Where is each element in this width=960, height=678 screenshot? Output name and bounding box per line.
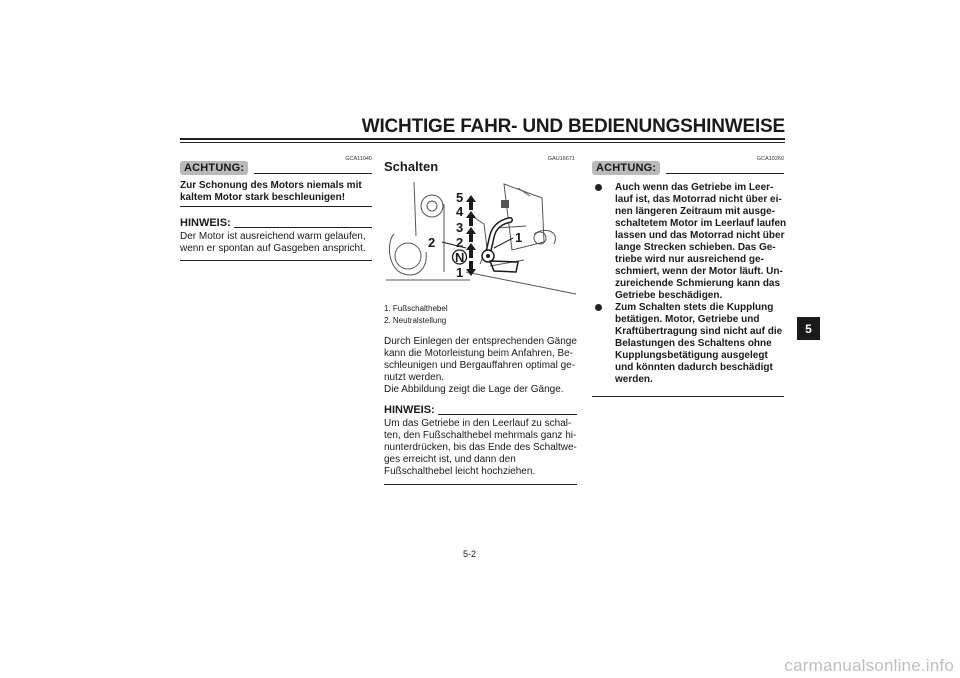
reference-code: GCA11040 [345, 156, 372, 162]
achtung-heading [180, 160, 372, 175]
hinweis-text: Um das Getriebe in den Leerlauf zu schal- ten, den Fußschalthebel mehrmals ganz hi- nunterdrücken, bis das Ende des Schaltwe- ges erreicht ist, und dann den Fußschalthebel leicht hochziehen. [384, 418, 577, 477]
divider [384, 484, 577, 485]
divider [180, 206, 372, 207]
page-title: WICHTIGE FAHR- UND BEDIENUNGSHINWEISE [361, 116, 785, 137]
bullet-icon [595, 184, 602, 191]
header-rule-thin [180, 142, 785, 143]
divider [592, 396, 784, 397]
callout-2: 2 [428, 235, 436, 250]
gear-label-neutral: N [455, 250, 465, 265]
achtung-label: ACHTUNG: [180, 161, 248, 175]
bullet-icon [595, 304, 602, 311]
reference-code: GCA10260 [756, 156, 784, 162]
watermark: carmanualsonline.info [784, 656, 954, 675]
gear-shift-figure [384, 176, 577, 297]
section-title: Schalten [384, 159, 439, 174]
callout-1: 1 [515, 230, 523, 245]
gear-label-2: 2 [456, 235, 464, 250]
gear-label-4: 4 [456, 204, 464, 219]
up-arrow-icon [466, 195, 476, 258]
divider [180, 260, 372, 261]
gear-label-3: 3 [456, 220, 464, 235]
hinweis-label: HINWEIS: [384, 404, 435, 416]
header-rule [180, 138, 785, 140]
figure-captions: 1. Fußschalthebel 2. Neutralstellung [384, 304, 448, 325]
achtung-text: Zur Schonung des Motors niemals mit kaltem Motor stark beschleunigen! [180, 180, 362, 203]
body-text: Durch Einlegen der entsprechenden Gänge kann die Motorleistung beim Anfahren, Be- schleunigen und Bergauffahren optimal ge- nutzt werden. Die Abbildung zeigt die Lage der Gänge. [384, 336, 577, 395]
list-item: Auch wenn das Getriebe im Leer- lauf ist, das Motorrad nicht über ei- nen längeren Zeitraum mit ausge- schaltetem Motor im Leerlauf laufen lassen und das Motorrad nicht über lange Strecken schieben. Das Ge- triebe wird nur ausreichend ge- schmiert, wenn der Motor läuft. Un- zureichende Schmierung kann das Getriebe beschädigen. [592, 182, 792, 302]
gear-label-1: 1 [456, 265, 464, 280]
chapter-tab: 5 [797, 317, 820, 340]
hinweis-heading [384, 403, 577, 416]
list-item: Zum Schalten stets die Kupplung betätigen. Motor, Getriebe und Kraftübertragung sind nicht auf die Belastungen des Schaltens ohne Kupplungsbetätigung ausgelegt und könnten dadurch beschädigt werden. [592, 302, 792, 386]
reference-code: GAU16671 [547, 156, 575, 162]
achtung-heading [592, 160, 784, 175]
hinweis-text: Der Motor ist ausreichend warm gelaufen, wenn er spontan auf Gasgeben anspricht. [180, 231, 366, 254]
warning-list [592, 182, 792, 386]
gear-label-5: 5 [456, 190, 464, 205]
hinweis-heading [180, 216, 372, 229]
hinweis-label: HINWEIS: [180, 217, 231, 229]
page-number: 5-2 [463, 549, 477, 559]
achtung-label: ACHTUNG: [592, 161, 660, 175]
